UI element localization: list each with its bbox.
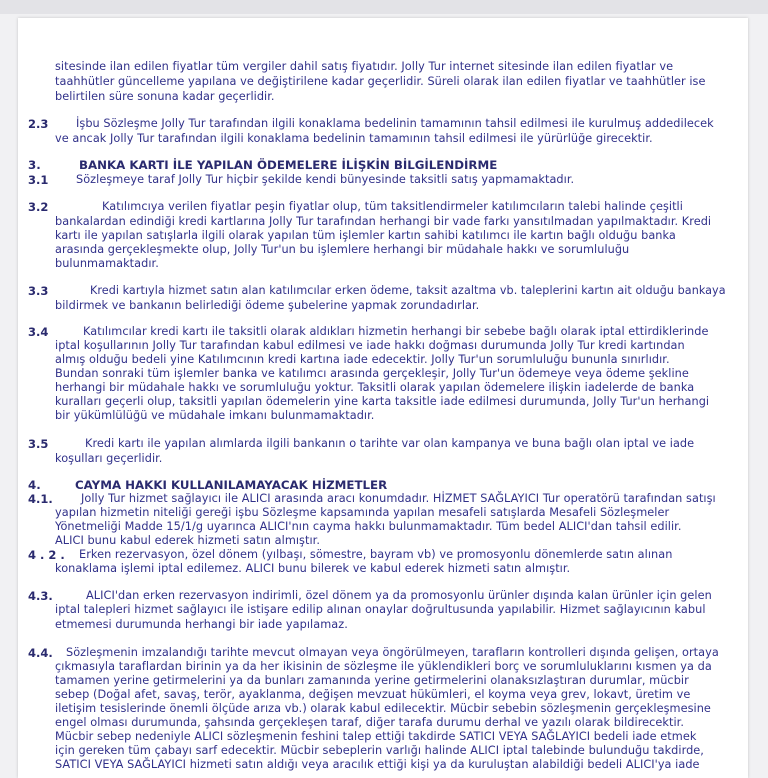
section-number: 4.4. xyxy=(28,646,53,660)
paragraph-line: yapılan hizmetin niteliği gereği işbu Sözleşme kapsamında yapılan mesafeli satışlarda Mesafeli Sözleşmeler xyxy=(55,506,670,519)
viewer-top-bar xyxy=(0,0,768,14)
section-number: 3.5 xyxy=(28,437,49,451)
paragraph-line: Kredi kartı ile yapılan alımlarda ilgili bankanın o tarihte var olan kampanya ve buna bağlı olan iptal ve iade xyxy=(85,437,695,450)
paragraph-line: koşulları geçerlidir. xyxy=(55,452,163,465)
paragraph-line: Katılımcılar kredi kartı ile taksitli olarak aldıkları hizmetin herhangi bir sebebe bağlı olarak iptal ettirdiklerinde xyxy=(83,325,709,338)
section-number: 3.4 xyxy=(28,325,49,339)
section-number: 4.3. xyxy=(28,589,53,603)
section-number: 3.1 xyxy=(28,173,49,187)
paragraph-line: belirtilen süre sonuna kadar geçerlidir. xyxy=(55,90,275,103)
section-number: 2.3 xyxy=(28,117,49,131)
paragraph-line: bulunmamaktadır. xyxy=(55,257,159,270)
section-number: 4. xyxy=(28,478,41,492)
paragraph-line: İşbu Sözleşme Jolly Tur tarafından ilgili konaklama bedelinin tamamının tahsil edilmesi ile kurulmuş addedilecek xyxy=(76,117,714,130)
paragraph-line: Kredi kartıyla hizmet satın alan katılımcılar erken ödeme, taksit azaltma vb. taleplerini kartın ait olduğu bankaya xyxy=(90,284,726,297)
paragraph-line: için gereken tüm çabayı sarf edecektir. Mücbir sebeplerin varlığı halinde ALICI iptal talebinde bulunduğu takdirde, xyxy=(55,744,704,757)
paragraph-line: Erken rezervasyon, özel dönem (yılbaşı, sömestre, bayram vb) ve promosyonlu dönemlerde satın alınan xyxy=(79,548,673,561)
section-number: 4.1. xyxy=(28,492,53,506)
paragraph-line: çıkmasıyla taraflardan birinin ya da her ikisinin de sözleşme ile yüklendikleri borç ve sorumluluklarını kısmen ya da xyxy=(55,660,712,673)
paragraph-line: sebep (Doğal afet, savaş, terör, ayaklanma, değişen mevzuat hükümleri, el koyma veya grev, lokavt, üretim ve xyxy=(55,688,691,701)
paragraph-line: Bundan sonraki tüm işlemler banka ve katılımcı arasında gerçekleşir, Jolly Tur'un ödemeye veya ödeme şekline xyxy=(55,367,689,380)
paragraph-line: etmemesi durumunda herhangi bir iade yapılamaz. xyxy=(55,618,348,631)
paragraph-line: Sözleşmenin imzalandığı tarihte mevcut olmayan veya öngörülmeyen, tarafların kontrolleri dışında gelişen, ortaya xyxy=(66,646,719,659)
paragraph-line: tamamen yerine getirmelerini ya da bunları zamanında yerine getirmelerini olanaksızlaştıran durumlar, mücbir xyxy=(55,674,689,687)
paragraph-line: kuralları geçerli olup, taksitli yapılan ödemelerin yine karta taksitle iade edilmesi durumunda, Jolly Tur'un herhangi xyxy=(55,395,710,408)
section-number: 3. xyxy=(28,158,41,172)
paragraph-line: bankalardan edindiği kredi kartlarına Jolly Tur tarafından herhangi bir vade farkı yansıtılmadan yapılmaktadır. Kredi xyxy=(55,215,712,228)
paragraph-line: arasında gerçekleşmekte olup, Jolly Tur'un bu işlemlere herhangi bir müdahale hakkı ve sorumluluğu xyxy=(55,243,630,256)
paragraph-line: Mücbir sebep nedeniyle ALICI sözleşmenin feshini talep ettiği takdirde SATICI VEYA SAĞLAYICI bedeli iade etmek xyxy=(55,730,697,743)
paragraph-line: engel olması durumunda, şahsında gerçekleşen taraf, diğer tarafa durumu derhal ve yazılı olarak bildirecektir. xyxy=(55,716,684,729)
paragraph-line: ALICI bunu kabul ederek hizmeti satın almıştır. xyxy=(55,534,320,547)
section-number: 3.2 xyxy=(28,200,49,214)
paragraph-line: konaklama işlemi iptal edilemez. ALICI bunu bilerek ve kabul ederek hizmeti satın almıştır. xyxy=(55,562,571,575)
paragraph-line: sitesinde ilan edilen fiyatlar tüm vergiler dahil satış fiyatıdır. Jolly Tur internet sitesinde ilan edilen fiyatlar ve xyxy=(55,60,674,73)
section-heading: CAYMA HAKKI KULLANILAMAYACAK HİZMETLER xyxy=(75,478,388,492)
section-heading: BANKA KARTI İLE YAPILAN ÖDEMELERE İLİŞKİN BİLGİLENDİRME xyxy=(79,158,498,172)
paragraph-line: Yönetmeliği Madde 15/1/g uyarınca ALICI'nın cayma hakkı bulunmamaktadır. Tüm bedel ALICI'dan tahsil edilir. xyxy=(55,520,682,533)
paragraph-line: ALICI'dan erken rezervasyon indirimli, özel dönem ya da promosyonlu ürünler dışında kalan ürünler için gelen xyxy=(86,589,712,602)
paragraph-line: almış olduğu bedeli yine Katılımcının kredi kartına iade edecektir. Jolly Tur'un sorumluluğu bununla sınırlıdır. xyxy=(55,353,670,366)
paragraph-line: taahhütler güncelleme yapılana ve değiştirilene kadar geçerlidir. Süreli olarak ilan edilen fiyatlar ve taahhütler ise xyxy=(55,75,706,88)
paragraph-line: SATICI VEYA SAĞLAYICI hizmeti satın aldığı veya aracılık ettiği kişi ya da kuruluştan alabildiği bedeli ALICI'ya iade xyxy=(55,758,700,771)
paragraph-line: kartı ile yapılan satışlarla ilgili olarak yapılan tüm işlemler kartın sahibi katılımcı ile kartın bağlı olduğu banka xyxy=(55,229,676,242)
paragraph-line: bir yükümlülüğü ve müdahale imkanı bulunmamaktadır. xyxy=(55,409,375,422)
paragraph-line: iletişim tesislerinde önemli ölçüde arıza vb.) olarak kabul edilecektir. Mücbir sebebin sözleşmenin gerçekleşmesine xyxy=(55,702,711,715)
section-number: 4 . 2 . xyxy=(28,548,65,562)
paragraph-line: Sözleşmeye taraf Jolly Tur hiçbir şekilde kendi bünyesinde taksitli satış yapmamaktadır. xyxy=(76,173,575,186)
paragraph-line: ve ancak Jolly Tur tarafından ilgili konaklama bedelinin tamamının tahsil edilmesi ile yürürlüğe girecektir. xyxy=(55,132,653,145)
paragraph-line: Katılımcıya verilen fiyatlar peşin fiyatlar olup, tüm taksitlendirmeler katılımcıların talebi halinde çeşitli xyxy=(102,200,683,213)
document-page xyxy=(18,18,748,778)
section-number: 3.3 xyxy=(28,284,49,298)
paragraph-line: Jolly Tur hizmet sağlayıcı ile ALICI arasında aracı konumdadır. HİZMET SAĞLAYICI Tur operatörü tarafından satışı xyxy=(81,492,716,505)
paragraph-line: iptal talepleri hizmet sağlayıcı ile istişare edilip alınan onaylar doğrultusunda yapılabilir. Hizmet sağlayıcının kabul xyxy=(55,603,706,616)
paragraph-line: bildirmek ve bankanın belirlediği ödeme şubelerine yapmak zorundadırlar. xyxy=(55,299,480,312)
paragraph-line: herhangi bir müdahale hakkı ve sorumluluğu yoktur. Taksitli olarak yapılan ödemelere ilişkin iadelerde de banka xyxy=(55,381,695,394)
paragraph-line: iptal koşullarının Jolly Tur tarafından kabul edilmesi ve iade hakkı doğması durumunda Jolly Tur kredi kartından xyxy=(55,339,685,352)
